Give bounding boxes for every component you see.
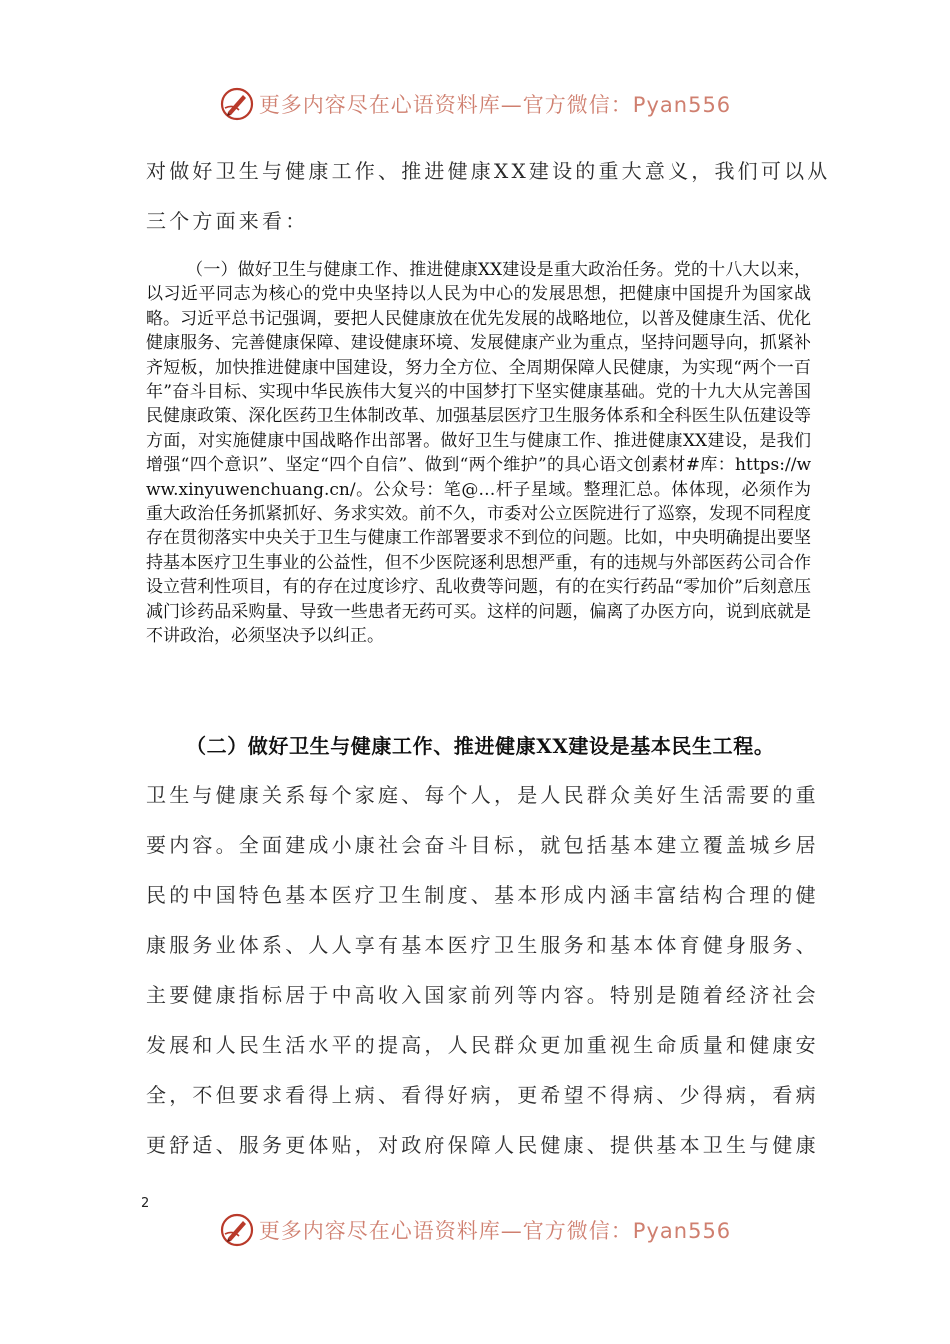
intro-paragraph [146,146,831,246]
intro-line: 三个方面来看： [146,209,309,233]
section-two-line: 全，不但要求看得上病、看得好病，更希望不得病、少得病，看病 [146,1083,819,1107]
header-banner [0,84,950,124]
section-two-line: 更舒适、服务更体贴，对政府保障人民健康、提供基本卫生与健康 [146,1133,819,1157]
header-banner-text: 更多内容尽在心语资料库—官方微信：Pyan556 [258,93,732,117]
section-two-line: 发展和人民生活水平的提高，人民群众更加重视生命质量和健康安 [146,1033,819,1057]
section-two-heading-text: （二）做好卫生与健康工作、推进健康XX建设是基本民生工程。 [186,734,775,758]
page-number: 2 [141,1196,150,1211]
section-two-line: 民的中国特色基本医疗卫生制度、基本形成内涵丰富结构合理的健 [146,883,819,907]
section-two-paragraph [146,770,819,1170]
footer-banner [0,1210,950,1250]
section-two-line: 主要健康指标居于中高收入国家前列等内容。特别是随着经济社会 [146,983,819,1007]
section-one-text: （一）做好卫生与健康工作、推进健康XX建设是重大政治任务。党的十八大以来，以习近平同志为核心的党中央坚持以人民为中心的发展思想，把健康中国提升为国家战略。习近平总书记强调，要把人民健康放在优先发展的战略地位，以普及健康生活、优化健康服务、完善健康保障、建设健康环境、发展健康产业为重点，坚持问题导向，抓紧补齐短板，加快推进健康中国建设，努力全方位、全周期保障人民健康，为实现“两个一百年”奋斗目标、实现中华民族伟大复兴的中国梦打下坚实健康基础。党的十九大从完善国民健康政策、深化医药卫生体制改革、加强基层医疗卫生服务体系和全科医生队伍建设等方面，对实施健康中国战略作出部署。做好卫生与健康工作、推进健康XX建设，是我们增强“四个意识”、坚定“四个自信”、做到“两个维护”的具心语文创素材#库：https://www.xinyuwenchuang.cn/。公众号：笔@…杆子星域。整理汇总。体体现，必须作为重大政治任务抓紧抓好、务求实效。前不久，市委对公立医院进行了巡察，发现不同程度存在贯彻落实中央关于卫生与健康工作部署要求不到位的问题。比如，中央明确提出要坚持基本医疗卫生事业的公益性，但不少医院逐利思想严重，有的违规与外部医药公司合作设立营利性项目，有的存在过度诊疗、乱收费等问题，有的在实行药品“零加价”后刻意压减门诊药品采购量、导致一些患者无药可买。这样的问题，偏离了办医方向，说到底就是不讲政治，必须坚决予以纠正。 [146,260,811,647]
section-one-paragraph [146,258,811,649]
section-two-line: 康服务业体系、人人享有基本医疗卫生服务和基本体育健身服务、 [146,933,819,957]
section-two-heading [146,730,846,759]
pen-paper-logo-icon [219,1212,255,1248]
section-two-line: 要内容。全面建成小康社会奋斗目标，就包括基本建立覆盖城乡居 [146,833,819,857]
footer-banner-text: 更多内容尽在心语资料库—官方微信：Pyan556 [258,1219,732,1243]
section-two-line: 卫生与健康关系每个家庭、每个人，是人民群众美好生活需要的重 [146,783,819,807]
pen-paper-logo-icon [219,86,255,122]
intro-line: 对做好卫生与健康工作、推进健康XX建设的重大意义，我们可以从 [146,159,831,183]
